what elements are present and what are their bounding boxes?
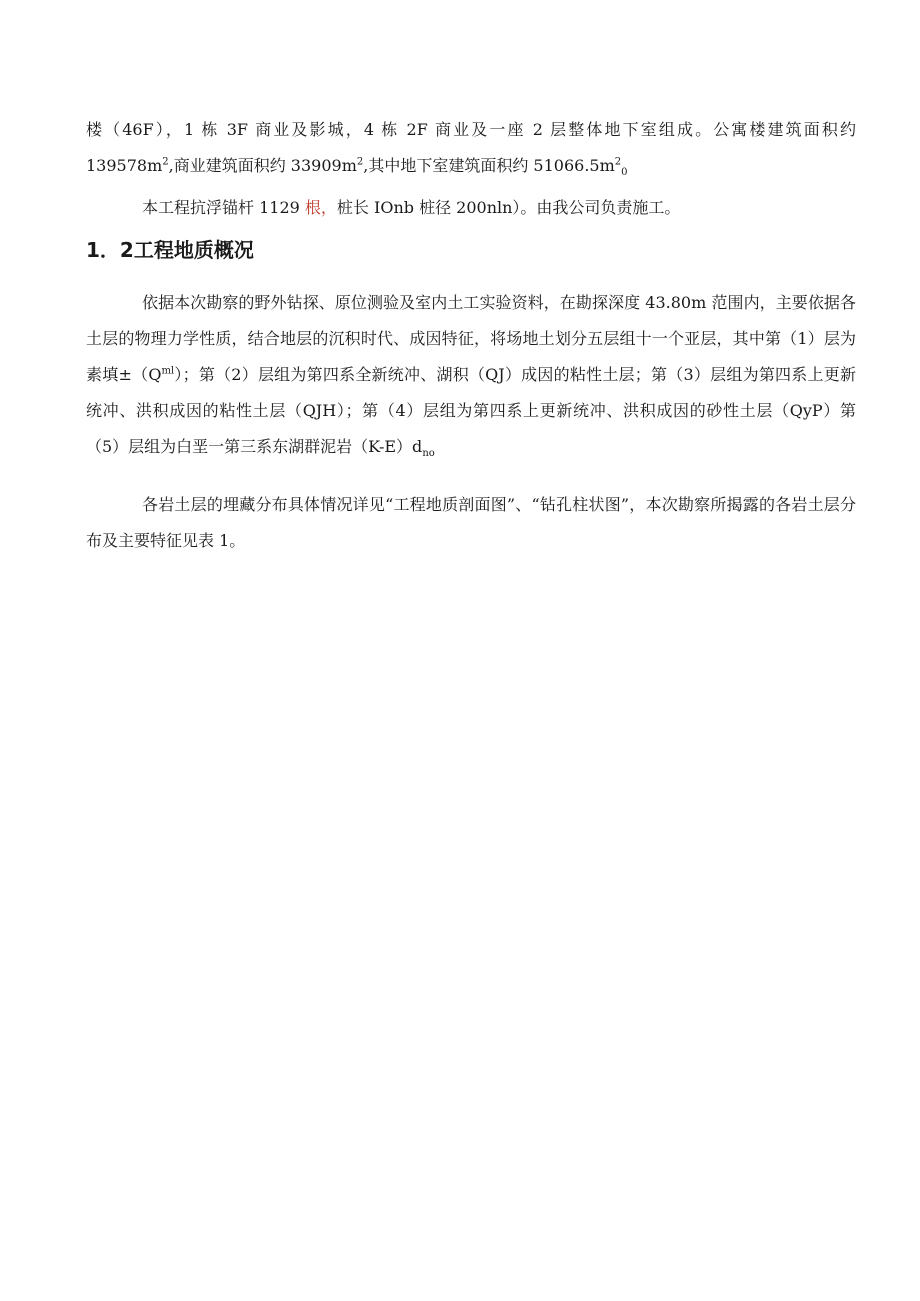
paragraph-text: 桩长 IOnb 桩径 200nln）。由我公司负责施工。: [336, 198, 681, 217]
subscript: 0: [621, 167, 628, 179]
paragraph-text: ）；第（2）层组为第四系全新统冲、湖积（QJ）成因的粘性土层；第（3）层组为第四系上更新统冲、洪积成因的粘性土层（QJH）；第（4）层组为第四系上更新统冲、洪积成因的砂性土层（QyP）第（5）层组为白垩一第三系东湖群泥岩（K-E）d: [86, 365, 856, 456]
superscript: ml: [161, 365, 175, 377]
paragraph-strata-reference: [86, 487, 856, 559]
paragraph-project-overview: [86, 112, 856, 184]
paragraph-text: 本工程抗浮锚杆 1129: [142, 198, 305, 217]
section-heading: 1．2工程地质概况: [86, 238, 254, 262]
superscript: 2: [162, 156, 169, 168]
paragraph-anchor-info: [86, 190, 856, 226]
subscript: no: [422, 448, 435, 460]
highlighted-text: 根，: [304, 198, 337, 217]
paragraph-text: ,其中地下室建筑面积约 51066.5m: [363, 156, 615, 175]
paragraph-text: ,商业建筑面积约 33909m: [168, 156, 357, 175]
superscript: 2: [614, 156, 622, 168]
paragraph-text: 楼（46F），1 栋 3F 商业及影城，4 栋 2F 商业及一座 2 层整体地下室组成。公寓楼建筑面积约 139578m: [86, 120, 856, 175]
paragraph-text: 依据本次勘察的野外钻探、原位测验及室内土工实验资料，在勘探深度 43.80m 范围内，主要依据各土层的物理力学性质，结合地层的沉积时代、成因特征，将场地土划分五层组十一个亚层，其中第（1）层为素填±（Q: [86, 293, 856, 384]
paragraph-geology: [86, 285, 856, 465]
superscript: 2: [356, 156, 364, 168]
paragraph-text: 各岩土层的埋藏分布具体情况详见“工程地质剖面图”、“钻孔柱状图”，本次勘察所揭露的各岩土层分布及主要特征见表 1。: [86, 495, 856, 550]
